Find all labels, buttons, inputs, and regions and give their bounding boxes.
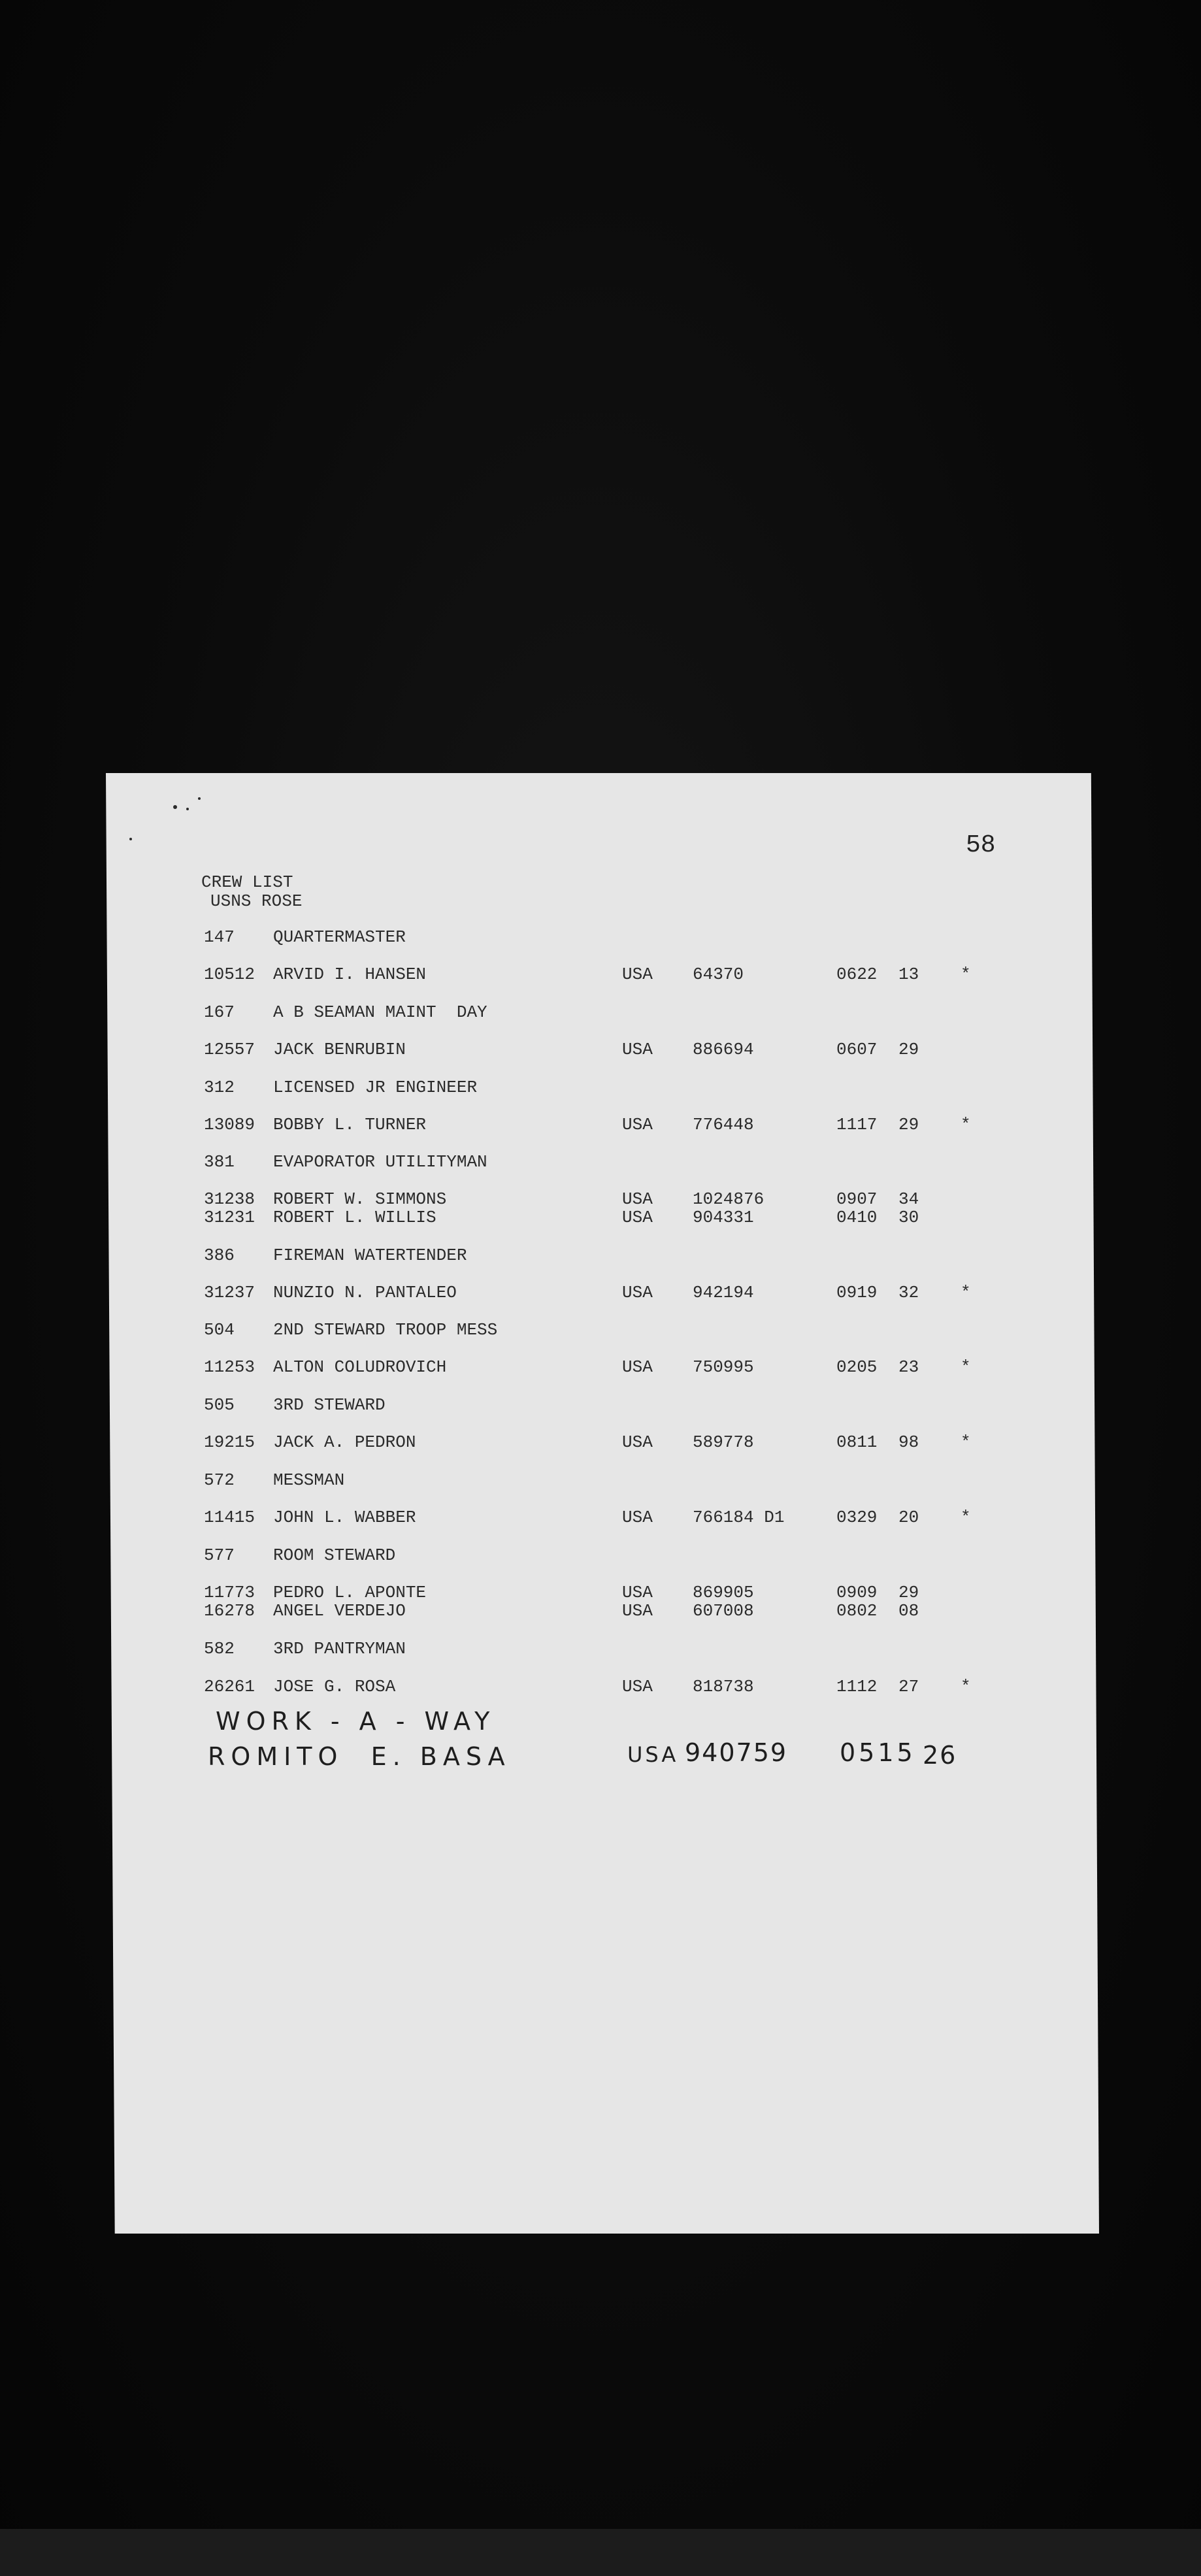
crew-date: 0205 bbox=[836, 1357, 878, 1377]
crew-number: 31238 bbox=[204, 1189, 255, 1209]
crew-name: JACK A. PEDRON bbox=[273, 1432, 416, 1452]
crew-name: ALTON COLUDROVICH bbox=[273, 1357, 447, 1377]
section-title: QUARTERMASTER bbox=[273, 927, 406, 947]
crew-mark: * bbox=[961, 1677, 971, 1696]
section-title: EVAPORATOR UTILITYMAN bbox=[273, 1152, 487, 1172]
crew-number: 11253 bbox=[204, 1357, 255, 1377]
crew-name: NUNZIO N. PANTALEO bbox=[273, 1283, 457, 1302]
list-title: CREW LIST bbox=[201, 872, 293, 892]
section-header bbox=[0, 1639, 915, 1659]
crew-nationality: USA bbox=[622, 1208, 653, 1227]
crew-date: 0802 bbox=[836, 1601, 878, 1621]
handwritten-nationality: USA bbox=[627, 1742, 679, 1767]
crew-date: 0410 bbox=[836, 1208, 878, 1227]
crew-id: 818738 bbox=[693, 1677, 754, 1696]
crew-date: 1112 bbox=[836, 1677, 878, 1696]
ink-speck bbox=[198, 797, 201, 800]
crew-number: 19215 bbox=[204, 1432, 255, 1452]
section-code: 504 bbox=[204, 1320, 235, 1340]
crew-date: 0909 bbox=[836, 1583, 878, 1602]
crew-id: 1024876 bbox=[693, 1189, 765, 1209]
crew-number: 31231 bbox=[204, 1208, 255, 1227]
section-header bbox=[0, 1002, 915, 1022]
crew-age: 32 bbox=[898, 1283, 919, 1302]
crew-age: 29 bbox=[898, 1115, 919, 1134]
crew-id: 942194 bbox=[693, 1283, 754, 1302]
section-code: 577 bbox=[204, 1545, 235, 1565]
section-code: 505 bbox=[204, 1395, 235, 1415]
handwritten-id: 940759 bbox=[685, 1738, 788, 1767]
crew-id: 589778 bbox=[693, 1432, 754, 1452]
section-title: 2ND STEWARD TROOP MESS bbox=[273, 1320, 498, 1340]
crew-date: 0622 bbox=[836, 965, 878, 984]
ink-speck bbox=[173, 805, 177, 809]
crew-name: ARVID I. HANSEN bbox=[273, 965, 427, 984]
crew-nationality: USA bbox=[622, 1432, 653, 1452]
ink-speck bbox=[186, 808, 189, 810]
crew-date: 0907 bbox=[836, 1189, 878, 1209]
section-code: 312 bbox=[204, 1078, 235, 1097]
crew-number: 12557 bbox=[204, 1040, 255, 1059]
crew-nationality: USA bbox=[622, 965, 653, 984]
handwritten-label: WORK - A - WAY bbox=[216, 1707, 496, 1736]
crew-number: 11415 bbox=[204, 1508, 255, 1527]
crew-id: 886694 bbox=[693, 1040, 754, 1059]
crew-age: 23 bbox=[898, 1357, 919, 1377]
section-header bbox=[0, 1246, 915, 1265]
crew-id: 766184 D1 bbox=[693, 1508, 785, 1527]
section-title: A B SEAMAN MAINT DAY bbox=[273, 1002, 487, 1022]
crew-mark: * bbox=[961, 1115, 971, 1134]
crew-row bbox=[0, 1601, 919, 1621]
crew-nationality: USA bbox=[622, 1677, 653, 1696]
scanner-bottom-band bbox=[0, 2529, 1201, 2576]
crew-row bbox=[0, 1115, 971, 1134]
crew-date: 0919 bbox=[836, 1283, 878, 1302]
crew-name: ANGEL VERDEJO bbox=[273, 1601, 406, 1621]
section-code: 167 bbox=[204, 1002, 235, 1022]
crew-nationality: USA bbox=[622, 1189, 653, 1209]
crew-mark: * bbox=[961, 965, 971, 984]
crew-id: 869905 bbox=[693, 1583, 754, 1602]
crew-name: JOHN L. WABBER bbox=[273, 1508, 416, 1527]
crew-id: 607008 bbox=[693, 1601, 754, 1621]
crew-number: 13089 bbox=[204, 1115, 255, 1134]
crew-age: 20 bbox=[898, 1508, 919, 1527]
section-header bbox=[0, 1078, 915, 1097]
section-code: 572 bbox=[204, 1470, 235, 1490]
crew-row bbox=[0, 965, 971, 984]
crew-number: 11773 bbox=[204, 1583, 255, 1602]
crew-nationality: USA bbox=[622, 1115, 653, 1134]
crew-age: 29 bbox=[898, 1040, 919, 1059]
crew-name: JOSE G. ROSA bbox=[273, 1677, 396, 1696]
section-header bbox=[0, 1152, 915, 1172]
section-header bbox=[0, 1320, 915, 1340]
crew-age: 29 bbox=[898, 1583, 919, 1602]
crew-mark: * bbox=[961, 1508, 971, 1527]
crew-row bbox=[0, 1189, 919, 1209]
section-code: 381 bbox=[204, 1152, 235, 1172]
crew-row bbox=[0, 1432, 971, 1452]
section-title: ROOM STEWARD bbox=[273, 1545, 396, 1565]
crew-age: 13 bbox=[898, 965, 919, 984]
crew-nationality: USA bbox=[622, 1508, 653, 1527]
crew-name: PEDRO L. APONTE bbox=[273, 1583, 427, 1602]
ship-name: USNS ROSE bbox=[210, 891, 303, 911]
crew-row bbox=[0, 1677, 971, 1696]
section-code: 147 bbox=[204, 927, 235, 947]
crew-date: 0607 bbox=[836, 1040, 878, 1059]
section-title: 3RD STEWARD bbox=[273, 1395, 386, 1415]
section-header bbox=[0, 1545, 915, 1565]
section-code: 582 bbox=[204, 1639, 235, 1659]
crew-number: 26261 bbox=[204, 1677, 255, 1696]
crew-name: ROBERT L. WILLIS bbox=[273, 1208, 436, 1227]
page-number: 58 bbox=[966, 831, 996, 859]
crew-id: 904331 bbox=[693, 1208, 754, 1227]
crew-mark: * bbox=[961, 1357, 971, 1377]
crew-mark: * bbox=[961, 1432, 971, 1452]
crew-row bbox=[0, 1583, 919, 1602]
crew-row bbox=[0, 1357, 971, 1377]
crew-nationality: USA bbox=[622, 1040, 653, 1059]
crew-age: 27 bbox=[898, 1677, 919, 1696]
section-title: 3RD PANTRYMAN bbox=[273, 1639, 406, 1659]
handwritten-name: ROMITO E. BASA bbox=[208, 1742, 511, 1771]
crew-nationality: USA bbox=[622, 1601, 653, 1621]
crew-nationality: USA bbox=[622, 1583, 653, 1602]
crew-row bbox=[0, 1208, 919, 1227]
crew-row bbox=[0, 1040, 919, 1059]
crew-age: 30 bbox=[898, 1208, 919, 1227]
section-header bbox=[0, 1470, 915, 1490]
section-header bbox=[0, 927, 915, 947]
crew-id: 750995 bbox=[693, 1357, 754, 1377]
crew-id: 64370 bbox=[693, 965, 744, 984]
section-header bbox=[0, 1395, 915, 1415]
section-title: MESSMAN bbox=[273, 1470, 345, 1490]
handwritten-date: 0515 bbox=[840, 1738, 916, 1767]
crew-nationality: USA bbox=[622, 1283, 653, 1302]
crew-name: JACK BENRUBIN bbox=[273, 1040, 406, 1059]
crew-number: 31237 bbox=[204, 1283, 255, 1302]
section-title: LICENSED JR ENGINEER bbox=[273, 1078, 478, 1097]
section-title: FIREMAN WATERTENDER bbox=[273, 1246, 467, 1265]
crew-nationality: USA bbox=[622, 1357, 653, 1377]
crew-date: 1117 bbox=[836, 1115, 878, 1134]
crew-age: 34 bbox=[898, 1189, 919, 1209]
crew-date: 0811 bbox=[836, 1432, 878, 1452]
crew-age: 08 bbox=[898, 1601, 919, 1621]
section-code: 386 bbox=[204, 1246, 235, 1265]
crew-number: 10512 bbox=[204, 965, 255, 984]
crew-age: 98 bbox=[898, 1432, 919, 1452]
crew-mark: * bbox=[961, 1283, 971, 1302]
document-page bbox=[106, 773, 1099, 2234]
crew-row bbox=[0, 1508, 971, 1527]
crew-name: ROBERT W. SIMMONS bbox=[273, 1189, 447, 1209]
crew-name: BOBBY L. TURNER bbox=[273, 1115, 427, 1134]
handwritten-age: 26 bbox=[923, 1741, 957, 1770]
ink-speck bbox=[129, 838, 132, 840]
crew-date: 0329 bbox=[836, 1508, 878, 1527]
crew-id: 776448 bbox=[693, 1115, 754, 1134]
crew-number: 16278 bbox=[204, 1601, 255, 1621]
crew-row bbox=[0, 1283, 971, 1302]
